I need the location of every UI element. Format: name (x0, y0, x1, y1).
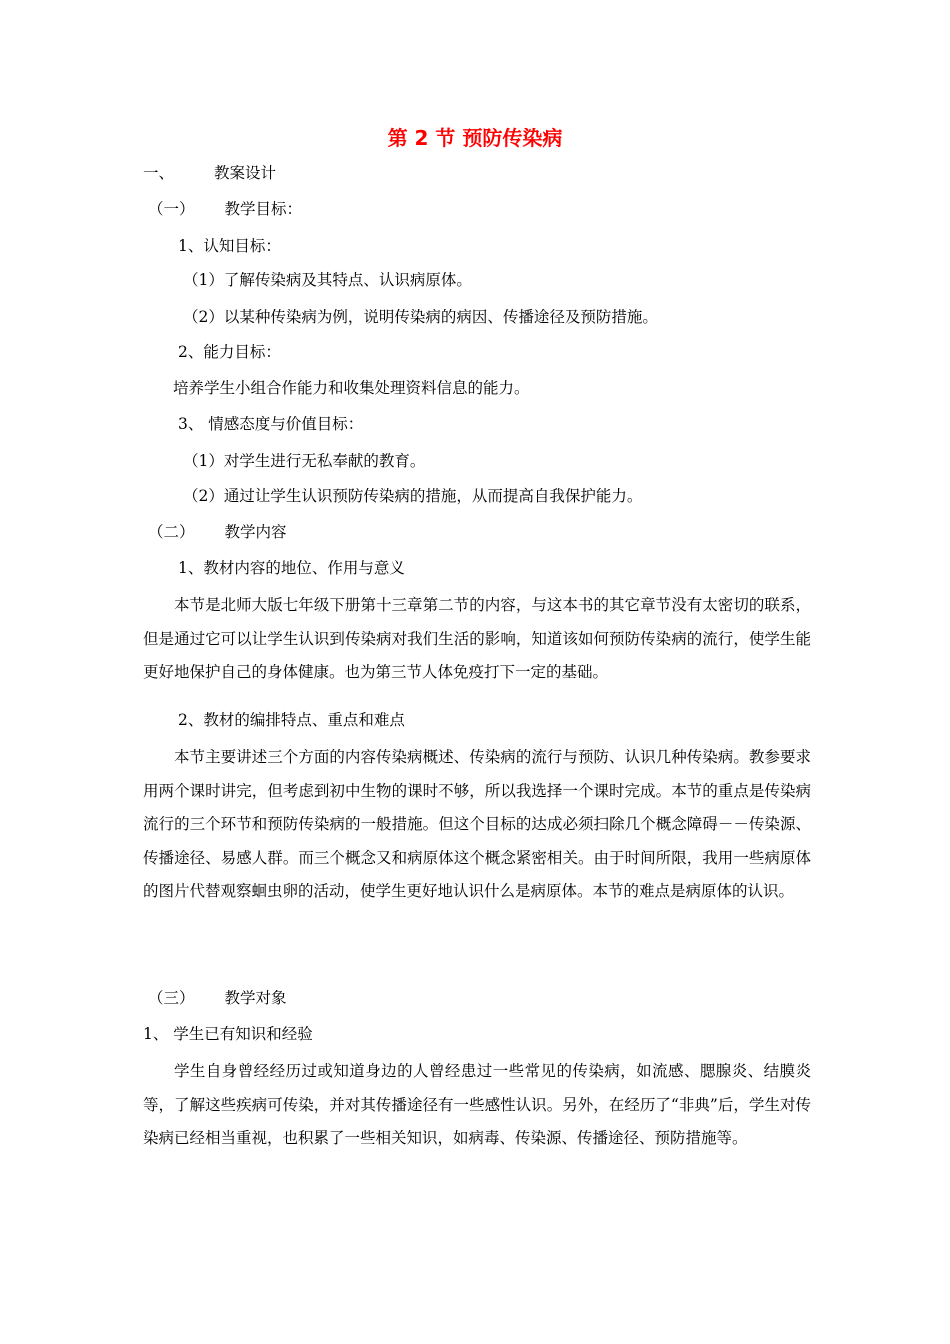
part-heading-teaching-object (148, 987, 287, 1009)
part-number: （三） (148, 989, 195, 1007)
part-label: 教学对象 (224, 989, 287, 1007)
content-position-paragraph: 本节是北师大版七年级下册第十三章第二节的内容，与这本书的其它章节没有太密切的联系，但是通过它可以让学生认识到传染病对我们生活的影响，知道该如何预防传染病的流行，使学生能更好地保护自己的身体健康。也为第三节人体免疫打下一定的基础。 (143, 596, 811, 682)
part-heading-teaching-content (148, 521, 287, 543)
goal-attitude-a: （1）对学生进行无私奉献的教育。 (183, 452, 426, 470)
content-item-position: 1、教材内容的地位、作用与意义 (178, 559, 405, 577)
document-title: 第 2 节 预防传染病 (387, 126, 563, 150)
section-heading-lesson-design (143, 162, 276, 184)
part-label: 教学目标： (224, 200, 303, 218)
part-heading-teaching-goals (148, 198, 302, 220)
object-item-knowledge: 1、 学生已有知识和经验 (143, 1025, 313, 1043)
object-knowledge-paragraph: 学生自身曾经经历过或知道身边的人曾经患过一些常见的传染病，如流感、腮腺炎、结膜炎等，了解这些疾病可传染，并对其传播途径有一些感性认识。另外，在经历了“非典”后，学生对传染病已经相当重视，也积累了一些相关知识，如病毒、传染源、传播途径、预防措施等。 (143, 1062, 811, 1148)
goal-cognitive-a: （1）了解传染病及其特点、认识病原体。 (183, 271, 472, 289)
goal-attitude-b: （2）通过让学生认识预防传染病的措施，从而提高自我保护能力。 (183, 487, 643, 505)
part-number: （二） (148, 523, 195, 541)
goal-attitude: 3、 情感态度与价值目标： (178, 415, 364, 433)
goal-cognitive-b: （2）以某种传染病为例，说明传染病的病因、传播途径及预防措施。 (183, 308, 658, 326)
goal-ability: 2、能力目标： (178, 343, 281, 361)
goal-cognitive: 1、认知目标： (178, 237, 281, 255)
part-number: （一） (148, 200, 195, 218)
content-item-features: 2、教材的编排特点、重点和难点 (178, 711, 405, 729)
goal-ability-text: 培养学生小组合作能力和收集处理资料信息的能力。 (173, 379, 530, 397)
section-label: 教案设计 (214, 164, 277, 182)
part-label: 教学内容 (224, 523, 287, 541)
section-number: 一、 (143, 164, 175, 182)
content-features-paragraph: 本节主要讲述三个方面的内容传染病概述、传染病的流行与预防、认识几种传染病。教参要求用两个课时讲完，但考虑到初中生物的课时不够，所以我选择一个课时完成。本节的重点是传染病流行的三个环节和预防传染病的一般措施。但这个目标的达成必须扫除几个概念障碍－－传染源、传播途径、易感人群。而三个概念又和病原体这个概念紧密相关。由于时间所限，我用一些病原体的图片代替观察蛔虫卵的活动，使学生更好地认识什么是病原体。本节的难点是病原体的认识。 (143, 748, 811, 901)
